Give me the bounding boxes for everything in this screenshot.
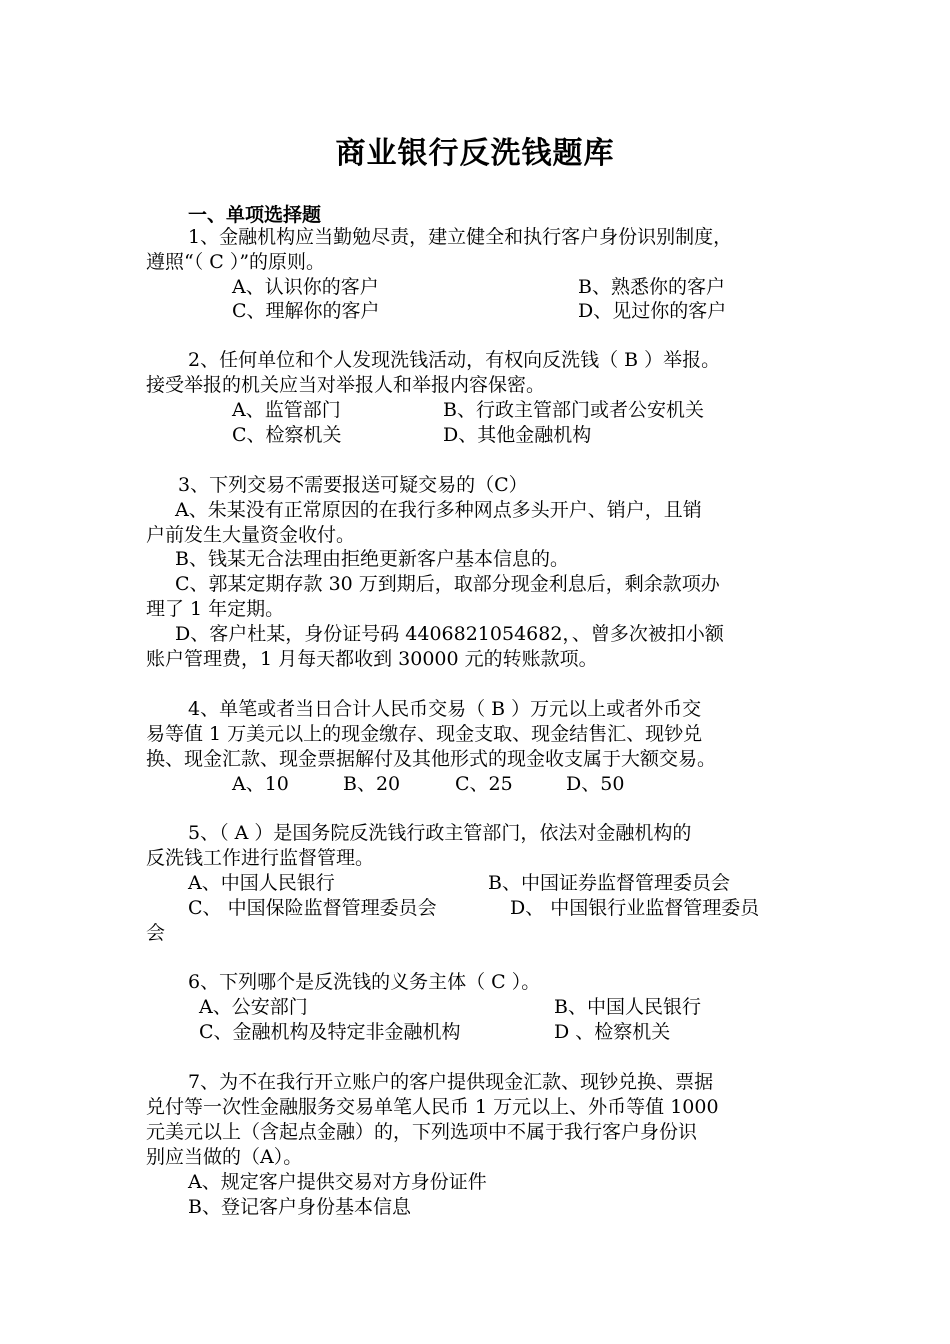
- question-1-option-a: A、认识你的客户: [232, 276, 379, 298]
- question-7-stem-line-2: 兑付等一次性金融服务交易单笔人民币 1 万元以上、外币等值 1000: [146, 1096, 719, 1118]
- question-2-option-a: A、监管部门: [232, 399, 341, 421]
- question-6-option-c: C、金融机构及特定非金融机构: [199, 1021, 461, 1043]
- question-1-option-d: D、见过你的客户: [578, 300, 727, 322]
- question-5-option-d: D、 中国银行业监督管理委员: [510, 897, 760, 919]
- question-3-option-a-line-1: A、朱某没有正常原因的在我行多种网点多头开户、销户，且销: [175, 499, 702, 521]
- question-1-stem-line-2: 遵照“（ C ）”的原则。: [146, 251, 326, 273]
- question-4-option-c: C、25: [455, 773, 513, 795]
- question-4-option-b: B、20: [343, 773, 401, 795]
- question-5-option-b: B、中国证券监督管理委员会: [488, 872, 730, 894]
- question-3-stem: 3、下列交易不需要报送可疑交易的（C）: [178, 474, 528, 496]
- question-2-option-d: D、其他金融机构: [443, 424, 592, 446]
- question-5-stem-line-2: 反洗钱工作进行监督管理。: [146, 847, 375, 869]
- question-7-option-a: A、规定客户提供交易对方身份证件: [188, 1171, 487, 1193]
- question-3-option-a-line-2: 户前发生大量资金收付。: [146, 524, 356, 546]
- question-6-option-b: B、中国人民银行: [554, 996, 701, 1018]
- question-2-stem-line-1: 2、任何单位和个人发现洗钱活动，有权向反洗钱（ B ）举报。: [188, 349, 721, 371]
- question-7-stem-line-3: 元美元以上（含起点金融）的，下列选项中不属于我行客户身份识: [146, 1121, 698, 1143]
- question-7-stem-line-4: 别应当做的（A）。: [146, 1146, 303, 1168]
- document-title: 商业银行反洗钱题库: [335, 136, 615, 171]
- question-2-option-c: C、检察机关: [232, 424, 342, 446]
- question-5-option-d-wrap: 会: [146, 922, 166, 944]
- question-3-option-d-line-1: D、客户杜某，身份证号码 4406821054682，、曾多次被扣小额: [175, 623, 724, 645]
- question-5-option-c: C、 中国保险监督管理委员会: [188, 897, 437, 919]
- question-5-option-a: A、中国人民银行: [188, 872, 335, 894]
- question-2-option-b: B、行政主管部门或者公安机关: [443, 399, 704, 421]
- question-3-option-d-line-2: 账户管理费，1 月每天都收到 30000 元的转账款项。: [146, 648, 598, 670]
- question-6-option-a: A、公安部门: [199, 996, 308, 1018]
- question-3-option-c-line-2: 理了 1 年定期。: [146, 598, 285, 620]
- question-3-option-c-line-1: C、郭某定期存款 30 万到期后，取部分现金利息后，剩余款项办: [175, 573, 720, 595]
- question-7-option-b: B、登记客户身份基本信息: [188, 1196, 411, 1218]
- question-4-option-a: A、10: [232, 773, 289, 795]
- question-4-stem-line-2: 易等值 1 万美元以上的现金缴存、现金支取、现金结售汇、现钞兑: [146, 723, 703, 745]
- question-4-stem-line-1: 4、单笔或者当日合计人民币交易（ B ）万元以上或者外币交: [188, 698, 702, 720]
- section-heading: 一、单项选择题: [188, 204, 322, 226]
- question-3-option-b: B、钱某无合法理由拒绝更新客户基本信息的。: [175, 548, 569, 570]
- question-7-stem-line-1: 7、为不在我行开立账户的客户提供现金汇款、现钞兑换、票据: [188, 1071, 714, 1093]
- question-1-option-b: B、熟悉你的客户: [578, 276, 725, 298]
- question-4-stem-line-3: 换、现金汇款、现金票据解付及其他形式的现金收支属于大额交易。: [146, 748, 717, 770]
- question-1-option-c: C、理解你的客户: [232, 300, 380, 322]
- question-6-option-d: D 、检察机关: [554, 1021, 671, 1043]
- question-2-stem-line-2: 接受举报的机关应当对举报人和举报内容保密。: [146, 374, 546, 396]
- question-1-stem-line-1: 1、金融机构应当勤勉尽责，建立健全和执行客户身份识别制度，: [188, 226, 733, 248]
- question-6-stem: 6、下列哪个是反洗钱的义务主体（ C ）。: [188, 971, 541, 993]
- question-4-option-d: D、50: [566, 773, 625, 795]
- question-5-stem-line-1: 5、（ A ）是国务院反洗钱行政主管部门，依法对金融机构的: [188, 822, 692, 844]
